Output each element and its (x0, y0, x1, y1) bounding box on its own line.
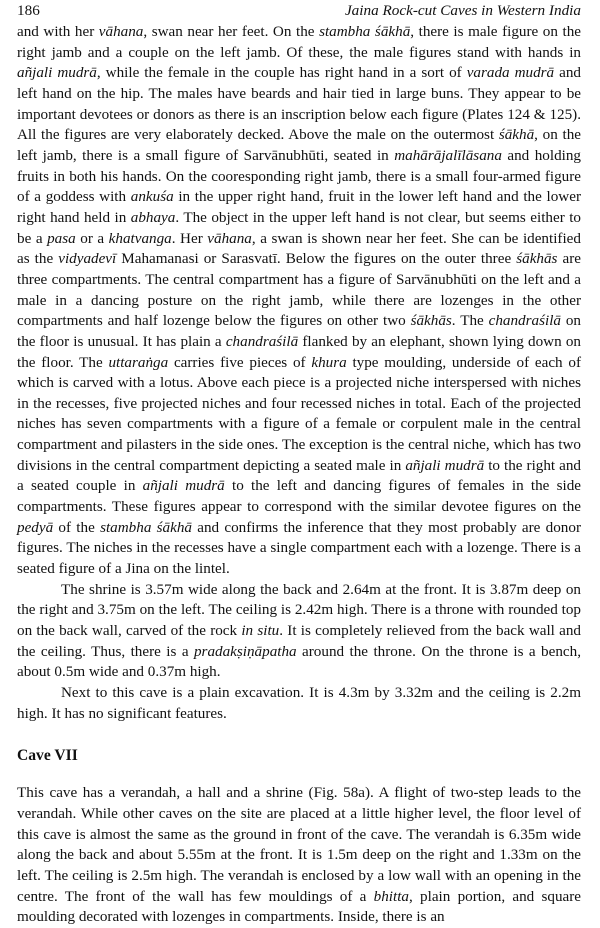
paragraph-1: and with her vāhana, swan near her feet. On the stambha śākhā, there is male figure on the right jamb and a couple on the left jamb. Of these, the male figures stand with hands in añjali mudrā, while the female in the couple has right hand in a sort of varada mudrā and left hand on the hip. The males have beards and hair tied in large buns. They appear to be important devotees or donors as there is an inscription below each figure (Plates 124 & 125). All the figures are very elaborately decked. Above the male on the outermost śākhā, on the left jamb, there is a small figure of Sarvānubhūti, seated in mahārājalīlāsana and holding fruits in both his hands. On the cooresponding right jamb, there is a small four-armed figure of a goddess with ankuśa in the upper right hand, fruit in the lower left hand and the lower right hand held in abhaya. The object in the upper left hand is not clear, but seems either to be a pasa or a khatvanga. Her vāhana, a swan is shown near her feet. She can be identified as the vidyadevī Mahamanasi or Sarasvatī. Below the figures on the outer three śākhās are three compartments. The central compartment has a figure of Sarvānubhūti on the left and a male in a dancing posture on the right jamb, while there are lozenges in the other compartments and half lozenge below the figures on other two śākhās. The chandraśilā on the floor is unusual. It has plain a chandraśilā flanked by an elephant, shown lying down on the floor. The uttaraṅga carries five pieces of khura type moulding, underside of each of which is carved with a lotus. Above each piece is a projected niche interspersed with niches in the recesses, five projected niches and four recessed niches in total. Each of the projected niches has seven compartments with a figure of a female or corpulent male in the central compartment and pilasters in the side ones. The exception is the central niche, which has two divisions in the central compartment depicting a seated male in añjali mudrā to the right and a seated couple in añjali mudrā to the left and dancing figures of females in the side compartments. These figures appear to correspond with the similar devotee figures on the pedyā of the stambha śākhā and confirms the inference that they most probably are donor figures. The niches in the recesses have a single compartment each with a lozenge. There is a seated figure of a Jina on the lintel. (17, 23, 582, 578)
running-title: Jaina Rock-cut Caves in Western India (344, 2, 581, 19)
running-header (17, 2, 581, 20)
section-body-text (17, 783, 581, 928)
body-text (17, 22, 581, 724)
section-paragraph-1: This cave has a verandah, a hall and a shrine (Fig. 58a). A flight of two-step leads to the verandah. While other caves on the site are placed at a little higher level, the floor level of this cave is almost the same as the ground in front of the cave. The verandah is 6.35m wide along the back and about 5.55m at the front. It is 1.5m deep on the right and 1.33m on the left. The ceiling is 2.5m high. The verandah is enclosed by a low wall with an opening in the centre. The front of the wall has few mouldings of a bhitta, plain portion, and square moulding decorated with lozenges in compartments. Inside, there is an (17, 784, 581, 926)
paragraph-2: The shrine is 3.57m wide along the back and 2.64m at the front. It is 3.87m deep on the right and 3.75m on the left. The ceiling is 2.42m high. There is a throne with rounded top on the back wall, carved of the rock in situ. It is completely relieved from the back wall and the ceiling. Thus, there is a pradakṣiṇāpatha around the throne. On the throne is a bench, about 0.5m wide and 0.37m high. (17, 580, 581, 681)
section-heading: Cave VII (17, 747, 78, 765)
paragraph-3: Next to this cave is a plain excavation. It is 4.3m by 3.32m and the ceiling is 2.2m high. It has no significant features. (17, 684, 581, 722)
page-number: 186 (17, 2, 40, 19)
